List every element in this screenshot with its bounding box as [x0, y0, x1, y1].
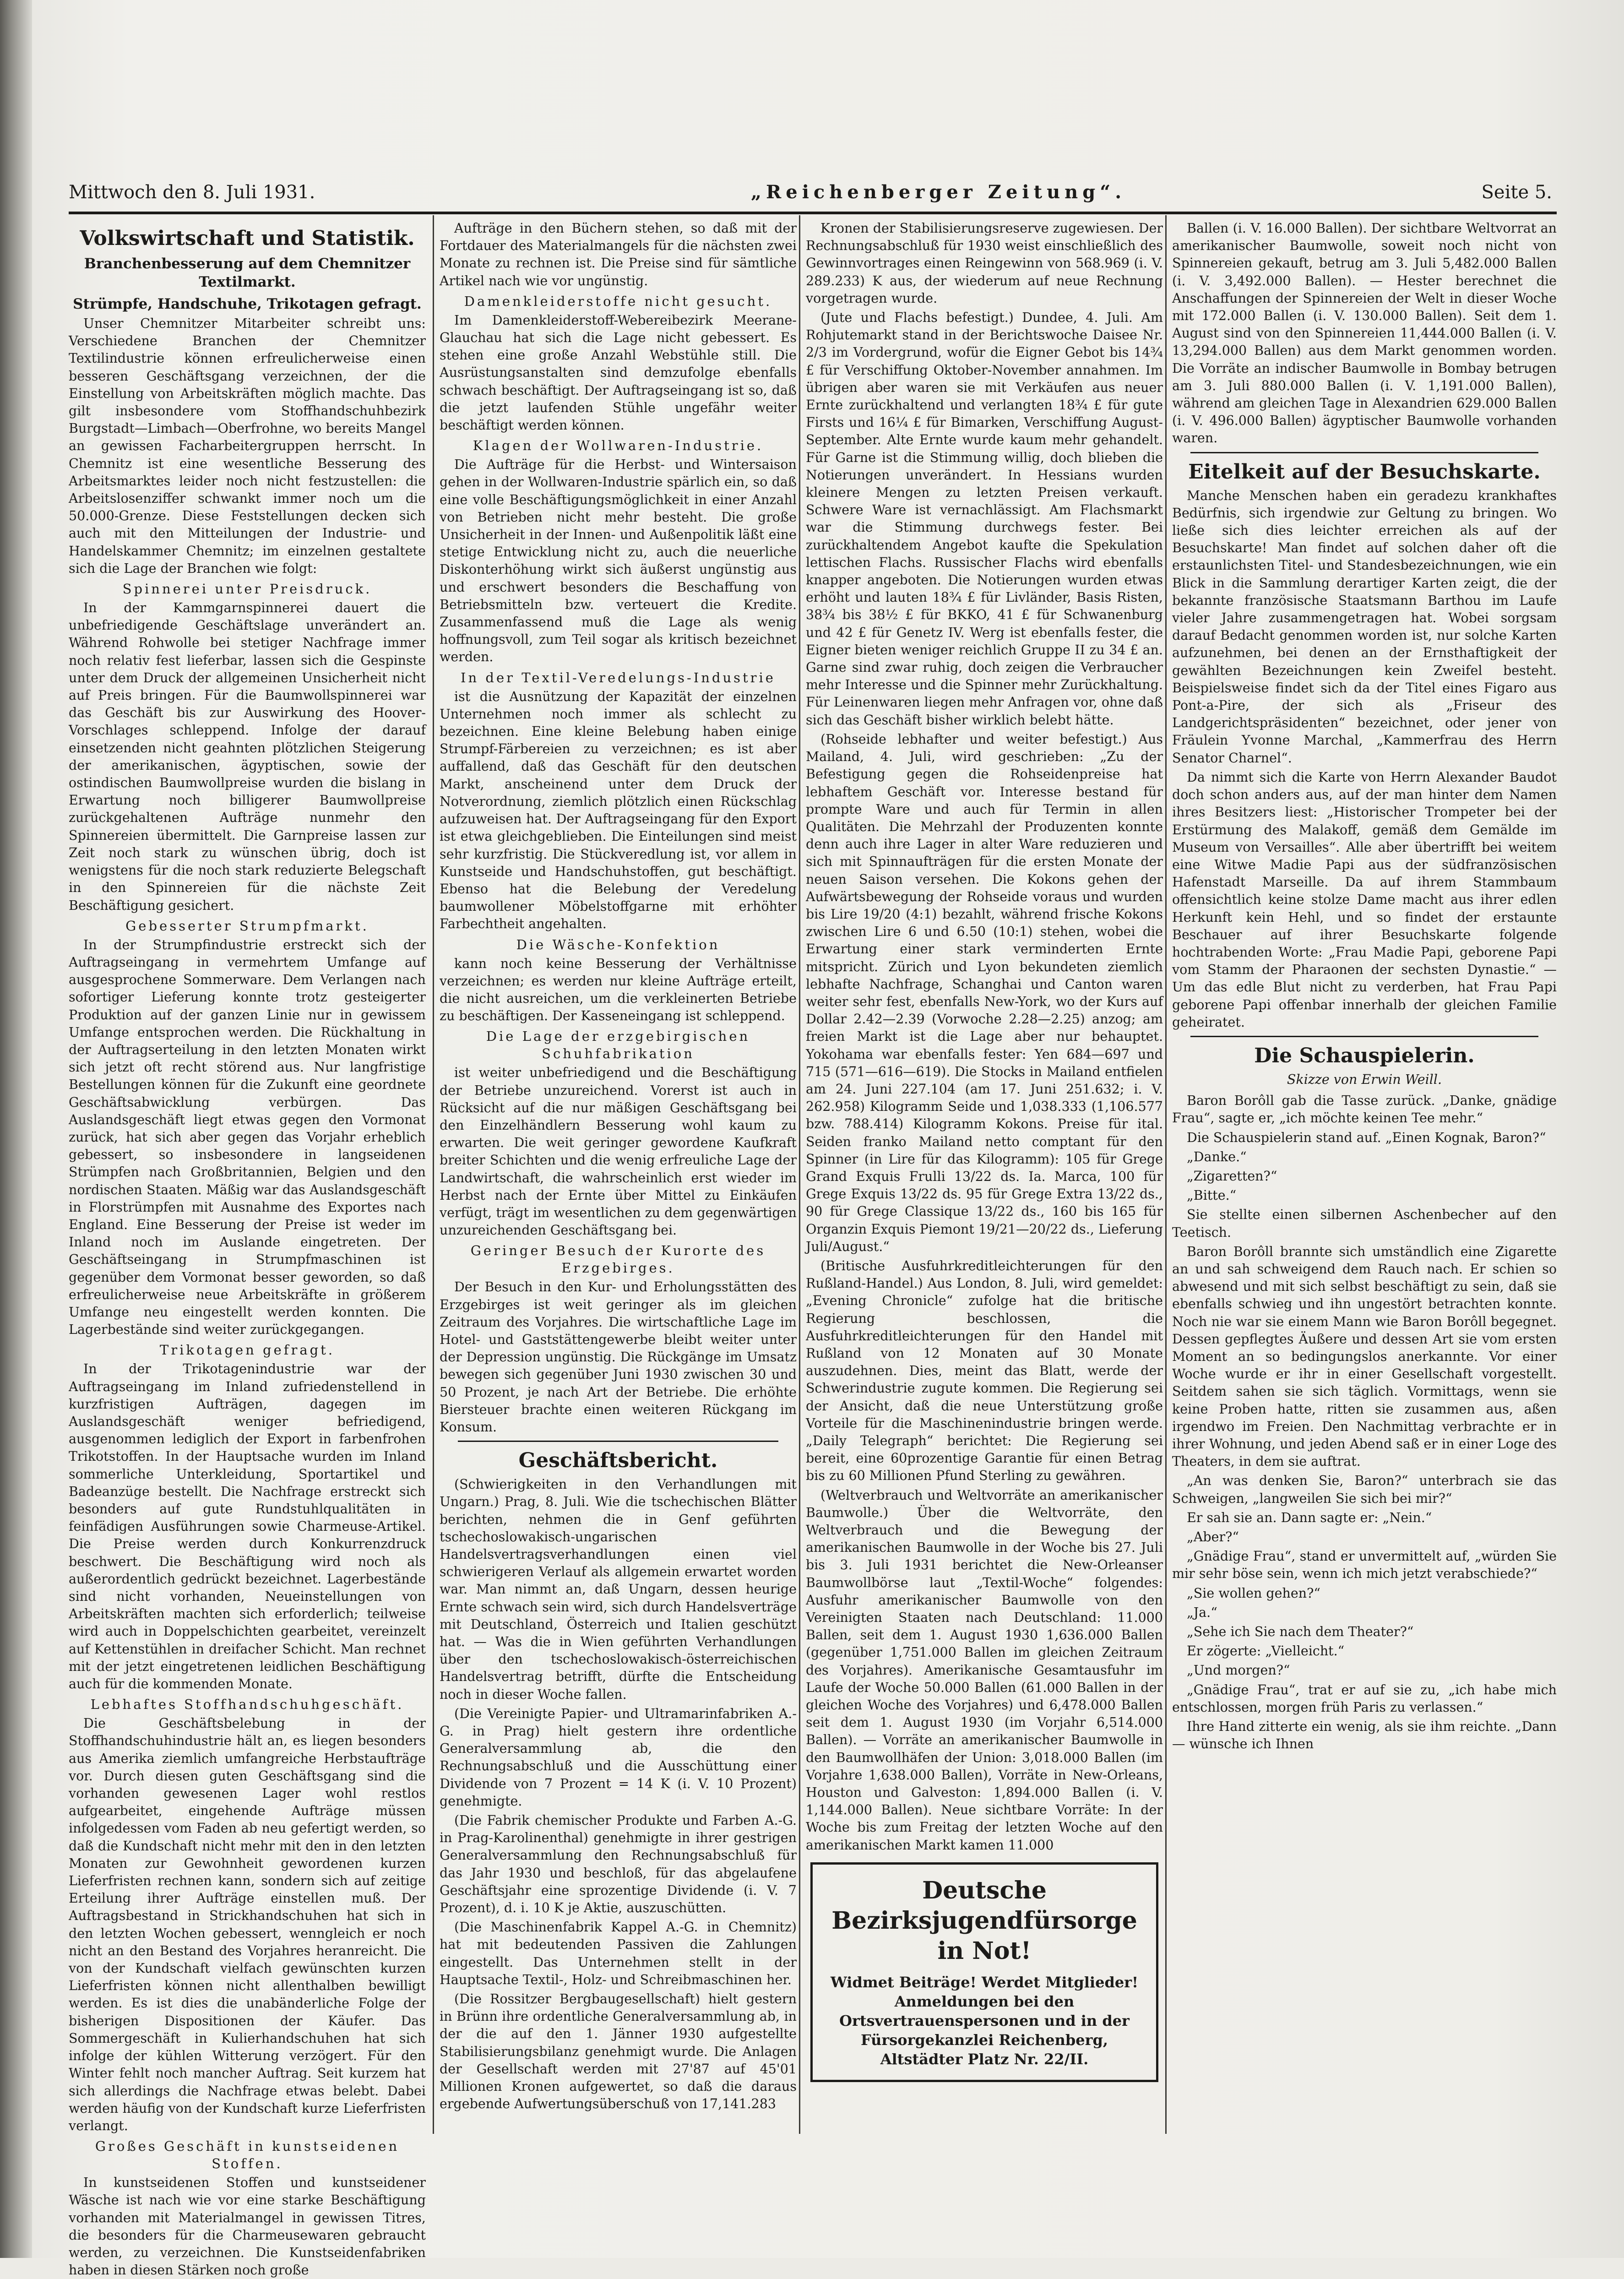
article-paragraph: Baron Borôll brannte sich umständlich eine Zigarette an und sah schweigend dem Rauch nach. Er schien so abwesend und mit sich selbst beschäftigt zu sein, daß sie ebenfalls schwieg und ihn ungestört betrachten konnte. Noch nie war sie einem Mann wie Baron Borôll begegnet. Dessen gepflegtes Äußere und dessen Art sie vom ersten Moment an so bedingungslos anerkannte. Vor einer Woche wurde er ihr in einer Gesellschaft vorgestellt. Seitdem sahen sie sich täglich. Vormittags, wenn sie keine Proben hatte, ritten sie zusammen aus, aßen irgendwo im Freien. Den Nachmittag verbrachte er in ihrer Wohnung, und jeden Abend saß er in einer Loge des Theaters, in dem sie auftrat. [1172, 1244, 1557, 1469]
ad-text: Widmet Beiträge! Werdet Mitglieder! Anmeldungen bei den Ortsvertrauenspersonen und in der Fürsorgekanzlei Reichenberg, Altstädter Platz Nr. 22/II. [830, 1973, 1139, 2068]
section-rule [1190, 1036, 1538, 1037]
header-rule [69, 212, 1557, 214]
article-paragraph: In kunstseidenen Stoffen und kunstseidener Wäsche ist nach wie vor eine starke Beschäftigung vorhanden mit Materialmangel in gewissen Titres, die besonders für die Charmeusewaren gebraucht werden, zu verzeichnen. Die Kunstseidenfabriken haben in diesen Stärken noch große [69, 2175, 426, 2278]
article-paragraph: Aufträge in den Büchern stehen, so daß mit der Fortdauer des Materialmangels für die nächsten zwei Monate zu rechnen ist. Die Preise sind für sämtliche Artikel nach wie vor ungünstig. [440, 221, 797, 288]
column-divider [1165, 215, 1167, 2134]
article-paragraph: Manche Menschen haben ein geradezu krankhaftes Bedürfnis, sich irgendwie zur Geltung zu bringen. Wo ließe sich dies leichter erreichen als auf der Besuchskarte! Man findet auf solchen daher oft die erstaunlichsten Titel- und Standesbezeichnungen, wie ein Blick in die Sammlung derartiger Karten zeigt, die der bekannte französische Staatsmann Barthou im Laufe vieler Jahre zusammengetragen hat. Wobei sorgsam darauf Bedacht genommen worden ist, nur solche Karten aufzunehmen, bei denen an der Ernsthaftigkeit der gewählten Bezeichnungen kein Zweifel besteht. Beispielsweise findet sich da der Titel eines Figaro aus Pont-a-Pire, der sich als „Friseur des Landgerichtspräsidenten“ bezeichnet, oder jener von Fräulein Yvonne Marchal, „Kammerfrau des Herrn Senator Charnel“. [1172, 488, 1557, 766]
article-paragraph: Der Besuch in den Kur- und Erholungsstätten des Erzgebirges ist weit geringer als im gleichen Zeitraum des Vorjahres. Die wirtschaftliche Lage im Hotel- und Gaststättengewerbe bleibt weiter unter der Depression ungünstig. Die Rückgänge im Umsatz bewegen sich gegenüber Juni 1930 zwischen 30 und 50 Prozent, je nach Art der Betriebe. Die erhöhte Biersteuer brachte einen weiteren Rückgang im Konsum. [440, 1279, 797, 1435]
header-page-number: Seite 5. [1481, 182, 1552, 203]
article-paragraph: In der Strumpfindustrie erstreckt sich der Auftragseingang in vermehrtem Umfange auf ausgesprochene Sommerware. Dem Verlangen nach sofortiger Lieferung konnte trotz gesteigerter Produktion auf der ganzen Linie nur in gewissem Umfange entsprochen werden. Die Rückhaltung in der Auftragserteilung in den letzten Monaten wirkt sich jetzt oft recht störend aus. Nur langfristige Bestellungen können für die Zukunft eine geordnete Geschäftsabwicklung verbürgen. Das Auslandsgeschäft liegt etwas gegen den Vormonat zurück, hat sich aber gegen das Vorjahr erheblich gebessert, so insbesondere in langseidenen Strümpfen nach Großbritannien, Belgien und den nordischen Staaten. Mäßig war das Auslandsgeschäft in Florstrümpfen mit Ausnahme des Exportes nach England. Eine Besserung der Preise ist weder im Inland noch im Auslande eingetreten. Der Geschäftseingang in Strumpfmaschinen ist gegenüber dem Vormonat besser geworden, so daß erfreulicherweise neue Arbeitskräfte in größerem Umfange neu eingestellt werden konnten. Die Lagerbestände sind weiter zurückgegangen. [69, 937, 426, 1338]
article-paragraph: ist die Ausnützung der Kapazität der einzelnen Unternehmen noch immer als schlecht zu bezeichnen. Eine kleine Belebung haben einige Strumpf-Färbereien zu verzeichnen; es ist aber auffallend, daß das Geschäft für den deutschen Markt, anscheinend unter dem Druck der Notverordnung, ziemlich plötzlich einen Rückschlag aufzuweisen hat. Der Auftragseingang für den Export ist etwa gleichgeblieben. Die Einteilungen sind meist sehr kurzfristig. Die Stückveredlung ist, vor allem in Kunstseide und Handschuhstoffen, gut beschäftigt. Ebenso hat die Belebung der Veredelung baumwollener Möbelstoffgarne mit erhöhter Farbechtheit angehalten. [440, 689, 797, 932]
subheading: Spinnerei unter Preisdruck. [122, 581, 372, 597]
article-paragraph: Die Geschäftsbelebung in der Stoffhandschuhindustrie hält an, es liegen besonders aus Amerika ziemlich umfangreiche Herbstaufträge vor. Durch diesen guten Geschäftsgang sind die vorhanden gewesenen Lager wohl restlos aufgearbeitet, eingehende Aufträge müssen infolgedessen vom Faden ab neu gefertigt werden, so daß die Kundschaft nicht mehr mit den in den letzten Monaten zur Gewohnheit gewordenen kurzen Lieferfristen rechnen kann, sondern sich auf zeitige Erteilung ihrer Aufträge einstellen muß. Der Auftragsbestand in Strickhandschuhen hat sich in den letzten Wochen gebessert, wenngleich er noch nicht an den Bestand des Vorjahres heranreicht. Die von der Kundschaft vielfach gewünschten kurzen Lieferfristen können nicht allenthalben bewilligt werden. Es ist dies die unabänderliche Folge der bisherigen Dispositionen der Käufer. Das Sommergeschäft in Kulierhandschuhen hat sich infolge der kühlen Witterung verzögert. Für den Winter fehlt noch mancher Auftrag. Seit kurzem hat sich allerdings die Nachfrage etwas belebt. Dabei werden häufig von der Kundschaft kurze Lieferfristen verlangt. [69, 1716, 426, 2133]
subheading: Klagen der Wollwaren-Industrie. [473, 438, 764, 454]
article-paragraph: „Gnädige Frau“, stand er unvermittelt auf, „würden Sie mir sehr böse sein, wenn ich mich jetzt verabschiede?“ [1172, 1549, 1557, 1582]
subheading: Trikotagen gefragt. [159, 1342, 335, 1358]
article-paragraph: In der Trikotagenindustrie war der Auftragseingang im Inland zufriedenstellend in kurzfristigen Aufträgen, dagegen im Auslandsgeschäft weniger befriedigend, ausgenommen lediglich der Export in farbenfrohen Trikotstoffen. In der Hauptsache wurden im Inland sommerliche Unterkleidung, Sportartikel und Badeanzüge bestellt. Die Nachfrage erstreckt sich besonders auf gute Rundstuhlqualitäten in feinfädigen Ausführungen sowie Charmeuse-Artikel. Die Preise werden durch Konkurrenzdruck beschwert. Die Beschäftigung wird noch als außerordentlich gedrückt bezeichnet. Lagerbestände sind nicht vorhanden, Neueinstellungen von Arbeitskräften machten sich erforderlich; teilweise wird auch in Doppelschichten gearbeitet, vereinzelt auf Kettenstühlen in dreifacher Schicht. Man rechnet mit der jetzt eingetretenen leidlichen Beschäftigung auch für die kommenden Monate. [69, 1361, 426, 1692]
article-paragraph: „Sehe ich Sie nach dem Theater?“ [1187, 1624, 1414, 1640]
news-item: Kronen der Stabilisierungsreserve zugewiesen. Der Rechnungsabschluß für 1930 weist einschließlich des Gewinnvortrages einen Reingewinn von 568.969 (i. V. 289.233) K aus, der wiederum auf neue Rechnung vorgetragen wurde. [806, 221, 1163, 306]
advertisement-box [810, 1862, 1158, 2082]
header-date: Mittwoch den 8. Juli 1931. [69, 182, 315, 203]
column-divider [433, 215, 434, 2134]
article-paragraph: ist weiter unbefriedigend und die Beschäftigung der Betriebe unzureichend. Vorerst ist auch in Rücksicht auf die nur mäßigen Geschäftsgang bei den Einzelhändlern Besserung wohl kaum zu erwarten. Die weit geringer gewordene Kaufkraft breiter Schichten und die wenig erfreuliche Lage der Landwirtschaft, die wahrscheinlich erst wieder im Herbst nach der Ernte über Mittel zu Einkäufen verfügt, trägt im wesentlichen zu dem gegenwärtigen unzureichenden Geschäftsgang bei. [440, 1065, 797, 1238]
column-2 [440, 220, 797, 2134]
article-paragraph: kann noch keine Besserung der Verhältnisse verzeichnen; es werden nur kleine Aufträge erteilt, die nicht ausreichen, um die verkleinerten Betriebe zu beschäftigen. Der Kasseneingang ist schleppend. [440, 956, 797, 1024]
article-paragraph: Ihre Hand zitterte ein wenig, als sie ihm reichte. „Dann — wünsche ich Ihnen [1172, 1719, 1557, 1752]
subheading: Die Wäsche-Konfektion [516, 936, 720, 952]
subheading: Geringer Besuch der Kurorte des Erzgebirges. [470, 1243, 766, 1276]
article-paragraph: Baron Borôll gab die Tasse zurück. „Danke, gnädige Frau“, sagte er, „ich möchte keinen Tee mehr.“ [1172, 1093, 1557, 1126]
byline: Skizze von Erwin Weill. [1287, 1072, 1442, 1087]
section-title: Volkswirtschaft und Statistik. [80, 227, 415, 250]
column-1 [69, 220, 426, 2278]
ad-headline: Deutsche Bezirksjugendfürsorge in Not! [831, 1876, 1137, 1965]
scan-edge-shadow [0, 0, 32, 2258]
article-paragraph: In der Kammgarnspinnerei dauert die unbefriedigende Geschäftslage unverändert an. Während Rohwolle bei stetiger Nachfrage immer noch relativ fest lieferbar, lassen sich die Gespinste unter dem Druck der allgemeinen Unsicherheit nicht auf Preis bringen. Für die Baumwollspinnerei war das Geschäft bis zur Auswirkung des Hoover-Vorschlages schleppend. Infolge der darauf einsetzenden nicht geahnten plötzlichen Steigerung der amerikanischen, ägyptischen, sowie der ostindischen Baumwollpreise wurden die bislang in Erwartung noch billigerer Baumwollpreise zurückgehaltenen Aufträge nunmehr den Spinnereien übermittelt. Die Garnpreise lassen zur Zeit noch stark zu wünschen übrig, doch ist wenigstens für die noch stark reduzierte Belegschaft in den Spinnereien für die nächste Zeit Beschäftigung gesichert. [69, 600, 426, 913]
article-kicker: Strümpfe, Handschuhe, Trikotagen gefragt. [73, 296, 422, 312]
article-paragraph: „Sie wollen gehen?“ [1187, 1585, 1320, 1601]
article-paragraph: Die Aufträge für die Herbst- und Wintersaison gehen in der Wollwaren-Industrie spärlich ein, so daß eine volle Beschäftigungsmöglichkeit in einer Anzahl von Betrieben nicht mehr besteht. Die große Unsicherheit in der Innen- und Außenpolitik läßt eine stetige Entwicklung nicht zu, auch die neuerliche Diskonterhöhung wirkt sich äußerst ungünstig aus und erschwert besonders die Beschaffung von Betriebsmitteln bzw. verteuert die Kredite. Zusammenfassend muß die Lage als wenig hoffnungsvoll, zum Teil sogar als kritisch bezeichnet werden. [440, 457, 797, 665]
article-paragraph: „Ja.“ [1187, 1605, 1217, 1620]
page-header [69, 176, 1552, 208]
subheading: Gebesserter Strumpfmarkt. [125, 918, 369, 934]
news-item: (Jute und Flachs befestigt.) Dundee, 4. Juli. Am Rohjutemarkt stand in der Berichtswoche Daisee Nr. 2/3 im Vordergrund, wofür die Eigner Gebot bis 14¾ £ für Verschiffung Oktober-November annahmen. Im übrigen aber waren sie mit Verkäufen aus neuer Ernte zurückhaltend und verlangten 18¾ £ für gute Firsts und 16¼ £ für Bimarken, Verschiffung August-September. Alte Ernte wurde kaum mehr gehandelt. Für Garne ist die Stimmung willig, doch blieben die Notierungen unverändert. In Hessians wurden kleinere Mengen zu letzten Preisen verkauft. Schwere Ware ist vernachlässigt. Am Flachsmarkt war die Stimmung durchwegs fester. Bei zurückhaltendem Angebot kaufte die Spekulation lettischen Flachs. Russischer Flachs wird ebenfalls knapper angeboten. Die Notierungen wurden etwas erhöht und lauten 18¾ £ für Livländer, Basis Risten, 38¾ bis 38½ £ für BKKO, 41 £ für Schwanenburg und 42 £ für Genetz IV. Werg ist ebenfalls fester, die Eigner bieten weniger reichlich Gruppe II zu 34 £ an. Garne sind zwar ruhig, doch zeigen die Verbraucher mehr Interesse und die Spinner mehr Zurückhaltung. Für Leinenwaren liegen mehr Anfragen vor, ohne daß sich das Geschäft bisher wirklich belebt hätte. [806, 310, 1163, 728]
column-divider [799, 215, 800, 2134]
subheading: Großes Geschäft in kunstseidenen Stoffen. [95, 2138, 400, 2172]
news-item: Ballen (i. V. 16.000 Ballen). Der sichtbare Weltvorrat an amerikanischer Baumwolle, soweit noch nicht von Spinnereien gekauft, betrug am 3. Juli 5,482.000 Ballen (i. V. 3,492.000 Ballen). — Hester berechnet die Anschaffungen der Spinnereien der Welt in dieser Woche mit 172.000 Ballen (i. V. 130.000 Ballen). Seit dem 1. August sind von den Spinnereien 11,444.000 Ballen (i. V. 13,294.000 Ballen) aus dem Markt genommen worden. Die Vorräte an indischer Baumwolle in Bombay betrugen am 3. Juli 880.000 Ballen (i. V. 1,191.000 Ballen), während am gleichen Tage in Alexandrien 629.000 Ballen (i. V. 496.000 Ballen) ägyptischer Baumwolle vorhanden waren. [1172, 221, 1557, 446]
article-paragraph: Er sah sie an. Dann sagte er: „Nein.“ [1187, 1510, 1432, 1525]
article-paragraph: Da nimmt sich die Karte von Herrn Alexander Baudot doch schon anders aus, auf der man hinter dem Namen ihres Besitzers liest: „Historischer Trompeter bei der Erstürmung des Malakoff, gemäß dem Gemälde im Museum von Versailles“. Alle aber übertrifft bei weitem eine Witwe Madie Papi aus der südfranzösischen Hafenstadt Marseille. Da auf ihrem Stammbaum offensichtlich keine stolze Dame macht aus ihrer edlen Herkunft kein Hehl, und so findet der erstaunte Beschauer auf ihrer Besuchskarte folgende hochtrabenden Worte: „Frau Madie Papi, geborene Papi vom Stamm der Pharaonen der sechsten Dynastie.“ — Um das edle Blut nicht zu verderben, hat Frau Papi geborene Papi offenbar innerhalb der gleichen Familie geheiratet. [1172, 769, 1557, 1030]
article-paragraph: „Aber?“ [1187, 1529, 1239, 1545]
news-item: (Die Vereinigte Papier- und Ultramarinfabriken A.-G. in Prag) hielt gestern ihre ordentliche Generalversammlung ab, die den Rechnungsabschluß und die Ausschüttung einer Dividende von 7 Prozent = 14 K (i. V. 10 Prozent) genehmigte. [440, 1706, 797, 1809]
header-paper-name: „Reichenberger Zeitung“. [751, 181, 1126, 203]
article-paragraph: Die Schauspielerin stand auf. „Einen Kognak, Baron?“ [1187, 1130, 1546, 1145]
news-item: (Die Rossitzer Bergbaugesellschaft) hielt gestern in Brünn ihre ordentliche Generalversammlung ab, in der die auf den 1. Jänner 1930 aufgestellte Stabilisierungsbilanz genehmigt wurde. Die Anlagen der Gesellschaft werden mit 27'87 auf 45'01 Millionen Kronen aufgewertet, so daß die daraus ergebende Aufwertungsüberschuß von 17,141.283 [440, 1991, 797, 2112]
news-item: (Britische Ausfuhrkreditleichterungen für den Rußland-Handel.) Aus London, 8. Juli, wird gemeldet: „Evening Chronicle“ zufolge hat die britische Regierung beschlossen, die Ausfuhrkreditleichterungen für den Handel mit Rußland von 12 Monaten auf 30 Monate auszudehnen. Dies, meint das Blatt, werde der Schwerindustrie zugute kommen. Die Regierung sei der Ansicht, daß die neue Unterstützung große Vorteile für die Maschinenindustrie bringen werde. „Daily Telegraph“ berichtet: Die Regierung sei bereit, eine 60prozentige Garantie für einen Betrag bis zu 60 Millionen Pfund Sterling zu gewähren. [806, 1258, 1163, 1484]
news-item: (Die Maschinenfabrik Kappel A.-G. in Chemnitz) hat mit bedeutenden Passiven die Zahlungen eingestellt. Das Unternehmen stellt in der Hauptsache Textil-, Holz- und Schreibmaschinen her. [440, 1920, 797, 1987]
subheading: In der Textil-Veredelungs-Industrie [461, 669, 776, 685]
article-paragraph: Sie stellte einen silbernen Aschenbecher auf den Teetisch. [1172, 1207, 1557, 1240]
section-rule [458, 1441, 778, 1442]
subheading: Damenkleiderstoffe nicht gesucht. [464, 293, 772, 309]
subheading: Lebhaftes Stoffhandschuhgeschäft. [90, 1697, 404, 1713]
section-title: Eitelkeit auf der Besuchskarte. [1188, 460, 1541, 484]
article-paragraph: „Und morgen?“ [1187, 1663, 1290, 1678]
article-paragraph: Im Damenkleiderstoff-Webereibezirk Meerane-Glauchau hat sich die Lage nicht gebessert. Es stehen eine große Anzahl Webstühle still. Die Ausrüstungsanstalten sind demzufolge ebenfalls schwach beschäftigt. Der Auftragseingang ist so, daß die jetzt laufenden Stühle ungefähr weiter beschäftigt werden können. [440, 312, 797, 433]
news-item: (Die Fabrik chemischer Produkte und Farben A.-G. in Prag-Karolinenthal) genehmigte in ihrer gestrigen Generalversammlung den Rechnungsabschluß für das Jahr 1930 und beschloß, für das abgelaufene Geschäftsjahr eine sprozentige Dividende (i. V. 7 Prozent), d. i. 10 K je Aktie, auszuschütten. [440, 1813, 797, 1916]
article-paragraph: Unser Chemnitzer Mitarbeiter schreibt uns: Verschiedene Branchen der Chemnitzer Textilindustrie können erfreulicherweise einen besseren Geschäftsgang verzeichnen, der die Einstellung von Arbeitskräften möglich machte. Das gilt insbesondere vom Stoffhandschuhbezirk Burgstadt—Limbach—Oberfrohne, wo bereits Mangel an gewissen Facharbeitergruppen herrscht. In Chemnitz ist eine wesentliche Besserung des Arbeitsmarktes leider noch nicht festzustellen: die Arbeitslosenziffer schwankt immer noch um die 50.000-Grenze. Diese Feststellungen decken sich auch mit den Mitteilungen der Industrie- und Handelskammer Chemnitz; im einzelnen gestaltete sich die Lage der Branchen wie folgt: [69, 316, 426, 576]
column-3 [806, 220, 1163, 2134]
article-paragraph: „Bitte.“ [1187, 1188, 1237, 1203]
article-paragraph: „Gnädige Frau“, trat er auf sie zu, „ich habe mich entschlossen, morgen früh Paris zu verlassen.“ [1172, 1682, 1557, 1715]
article-paragraph: „An was denken Sie, Baron?“ unterbrach sie das Schweigen, „langweilen Sie sich bei mir?“ [1172, 1473, 1557, 1506]
news-item: (Schwierigkeiten in den Verhandlungen mit Ungarn.) Prag, 8. Juli. Wie die tschechischen Blätter berichten, nehmen die in Genf geführten tschechoslowakisch-ungarischen Handelsvertragsverhandlungen einen viel schwierigeren Verlauf als allgemein erwartet worden war. Man nimmt an, daß Ungarn, dessen heurige Ernte schwach sein wird, sich durch Handelsverträge mit Deutschland, Österreich und Italien geschützt hat. — Was die in Wien geführten Verhandlungen über den tschechoslowakisch-österreichischen Handelsvertrag betrifft, dürfte die Entscheidung noch in dieser Woche fallen. [440, 1477, 797, 1702]
article-headline: Branchenbesserung auf dem Chemnitzer Textilmarkt. [84, 256, 411, 290]
column-4 [1172, 220, 1557, 2134]
news-item: (Rohseide lebhafter und weiter befestigt.) Aus Mailand, 4. Juli, wird geschrieben: „Zu der Befestigung gegen die Rohseidenpreise hat lebhaftem Geschäft vor. Interesse bestand für prompte Ware und auch für Termin in allen Qualitäten. Die Mehrzahl der Produzenten konnte denn auch ihre Lager in alter Ware reduzieren und sich mit Spinnaufträgen für die ersten Monate der neuen Saison versehen. Die Kokons gehen der Aufwärtsbewegung der Rohseide voraus und wurden bis Lire 19/20 (4:1) bezahlt, während frische Kokons zwischen Lire 6 und 6.50 (10:1) stehen, wobei die Erwartung einer stark verminderten Ernte mitspricht. Zürich und Lyon bekundeten ziemlich lebhafte Nachfrage, Schanghai und Canton waren weiter sehr fest, ebenfalls New-York, wo der Kurs auf Dollar 2.42—2.39 (Vorwoche 2.28—2.25) anzog; am freien Markt ist die Lage aber nur behauptet. Yokohama war ebenfalls fester: Yen 684—697 und 715 (571—616—619). Die Stocks in Mailand entfielen am 24. Juni 227.104 (am 17. Juni 251.632; i. V. 262.958) Kilogramm Seide und 1,038.333 (1,106.577 bzw. 788.414) Kilogramm Kokons. Preise für ital. Seiden franko Mailand netto comptant für den Spinner (in Lire für das Kilogramm): 105 für Grege Grand Exquis Frulli 13/22 ds. Ia. Marca, 100 für Grege Exquis 13/22 ds. 95 für Grege Extra 13/22 ds., 90 für Grege Classique 13/22 ds., 160 bis 165 für Organzin Exquis Piemont 19/21—20/22 ds., Lieferung Juli/August.“ [806, 731, 1163, 1254]
article-paragraph: „Danke.“ [1187, 1149, 1247, 1164]
article-paragraph: „Zigaretten?“ [1187, 1168, 1277, 1184]
article-paragraph: Er zögerte: „Vielleicht.“ [1187, 1643, 1345, 1659]
subheading: Die Lage der erzgebirgischen Schuhfabrikation [486, 1028, 750, 1062]
section-rule [1190, 452, 1538, 453]
news-item: (Weltverbrauch und Weltvorräte an amerikanischer Baumwolle.) Über die Weltvorräte, den Weltverbrauch und die Bewegung der amerikanischen Baumwolle in der Woche bis 27. Juli bis 3. Juli 1931 berichtet die New-Orleanser Baumwollbörse laut „Textil-Woche“ folgendes: Ausfuhr amerikanischer Baumwolle von den Vereinigten Staaten nach Deutschland: 11.000 Ballen, seit dem 1. August 1930 1,636.000 Ballen (gegenüber 1,751.000 Ballen im gleichen Zeitraum des Vorjahres). Amerikanische Gesamtausfuhr im Laufe der Woche 50.000 Ballen (61.000 Ballen in der gleichen Woche des Vorjahres) und 6,478.000 Ballen seit dem 1. August 1930 (im Vorjahr 6,514.000 Ballen). — Vorräte an amerikanischer Baumwolle in den Baumwollhäfen der Union: 3,018.000 Ballen (im Vorjahre 1,638.000 Ballen), Vorräte in New-Orleans, Houston und Galveston: 1,894.000 Ballen (i. V. 1,144.000 Ballen). Neue sichtbare Vorräte: In der Woche bis zum Freitag der letzten Woche auf den amerikanischen Markt kamen 11.000 [806, 1487, 1163, 1853]
section-title: Die Schauspielerin. [1254, 1044, 1475, 1067]
section-title: Geschäftsbericht. [518, 1449, 718, 1473]
